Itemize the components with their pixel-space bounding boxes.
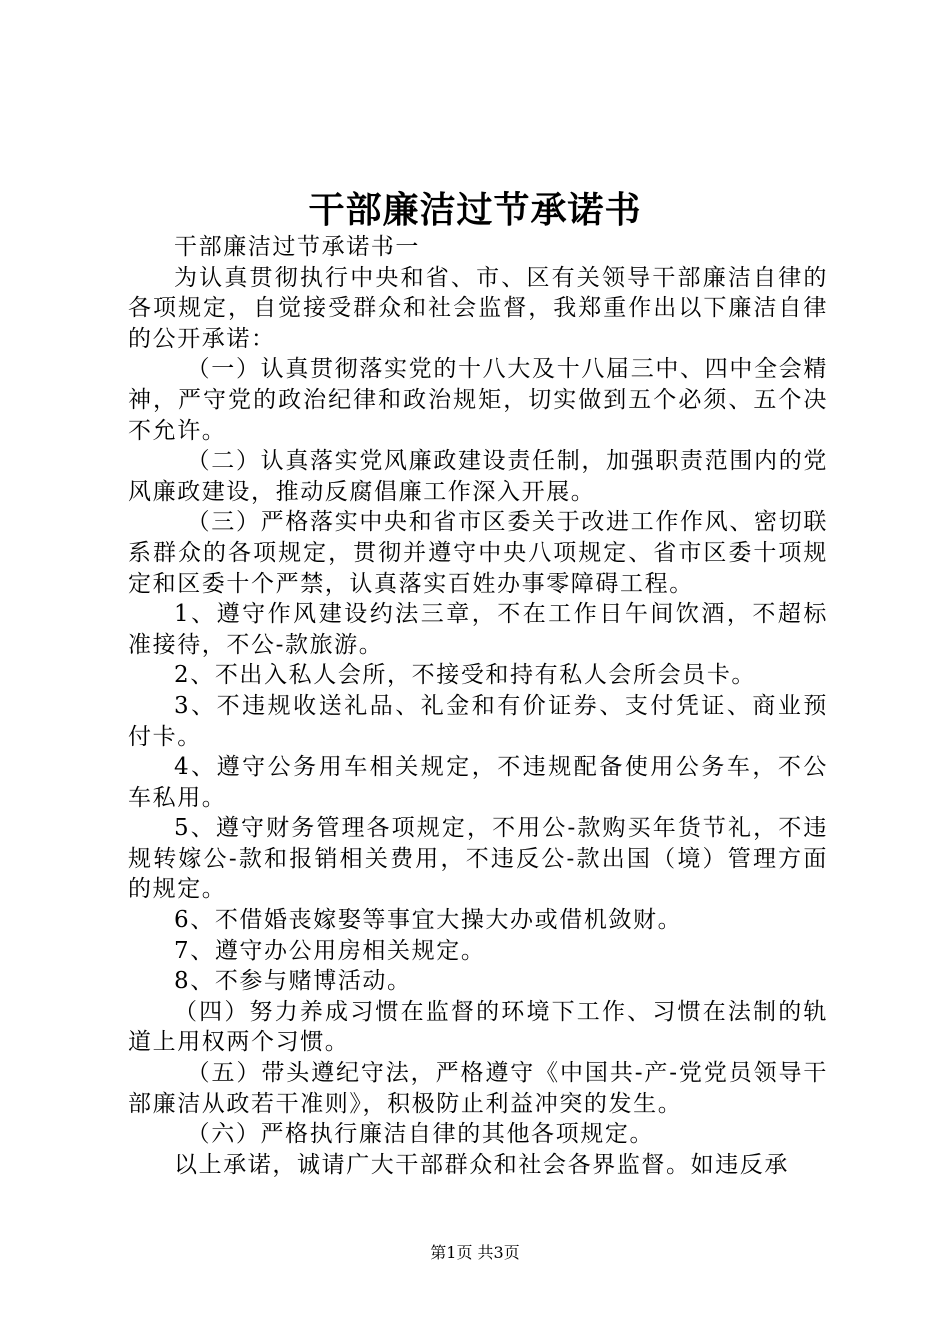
body-paragraph: （五）带头遵纪守法，严格遵守《中国共-产-党党员领导干部廉洁从政若干准则》，积极防止利益冲突的发生。 — [128, 1060, 828, 1117]
body-paragraph: 以上承诺，诚请广大干部群众和社会各界监督。如违反承 — [174, 1151, 789, 1178]
body-paragraph: 8、不参与赌博活动。 — [174, 968, 412, 995]
body-paragraph: （六）严格执行廉洁自律的其他各项规定。 — [186, 1121, 655, 1148]
body-paragraph: 7、遵守办公用房相关规定。 — [174, 937, 486, 964]
body-paragraph: 6、不借婚丧嫁娶等事宜大操大办或借机敛财。 — [174, 907, 683, 934]
body-paragraph: 1、遵守作风建设约法三章，不在工作日午间饮酒，不超标准接待，不公-款旅游。 — [128, 601, 828, 658]
page-footer: 第1页 共3页 — [430, 1243, 520, 1262]
body-paragraph: 5、遵守财务管理各项规定，不用公-款购买年货节礼，不违规转嫁公-款和报销相关费用，不违反公-款出国（境）管理方面的规定。 — [128, 815, 828, 903]
body-paragraph: 4、遵守公务用车相关规定，不违规配备使用公务车，不公车私用。 — [128, 754, 828, 811]
body-paragraph: 为认真贯彻执行中央和省、市、区有关领导干部廉洁自律的各项规定，自觉接受群众和社会监督，我郑重作出以下廉洁自律的公开承诺： — [128, 264, 828, 352]
body-paragraph: 干部廉洁过节承诺书一 — [174, 234, 420, 260]
body-paragraph: 3、不违规收送礼品、礼金和有价证券、支付凭证、商业预付卡。 — [128, 692, 828, 750]
body-paragraph: （三）严格落实中央和省市区委关于改进工作作风、密切联系群众的各项规定，贯彻并遵守中央八项规定、省市区委十项规定和区委十个严禁，认真落实百姓办事零障碍工程。 — [128, 509, 828, 597]
document-title: 干部廉洁过节承诺书 — [308, 189, 642, 231]
body-paragraph: （四）努力养成习惯在监督的环境下工作、习惯在法制的轨道上用权两个习惯。 — [128, 998, 828, 1056]
body-paragraph: （一）认真贯彻落实党的十八大及十八届三中、四中全会精神，严守党的政治纪律和政治规矩，切实做到五个必须、五个决不允许。 — [128, 356, 828, 444]
body-paragraph: （二）认真落实党风廉政建设责任制，加强职责范围内的党风廉政建设，推动反腐倡廉工作深入开展。 — [128, 448, 828, 505]
body-paragraph: 2、不出入私人会所，不接受和持有私人会所会员卡。 — [174, 662, 757, 689]
document-body — [128, 232, 828, 1180]
